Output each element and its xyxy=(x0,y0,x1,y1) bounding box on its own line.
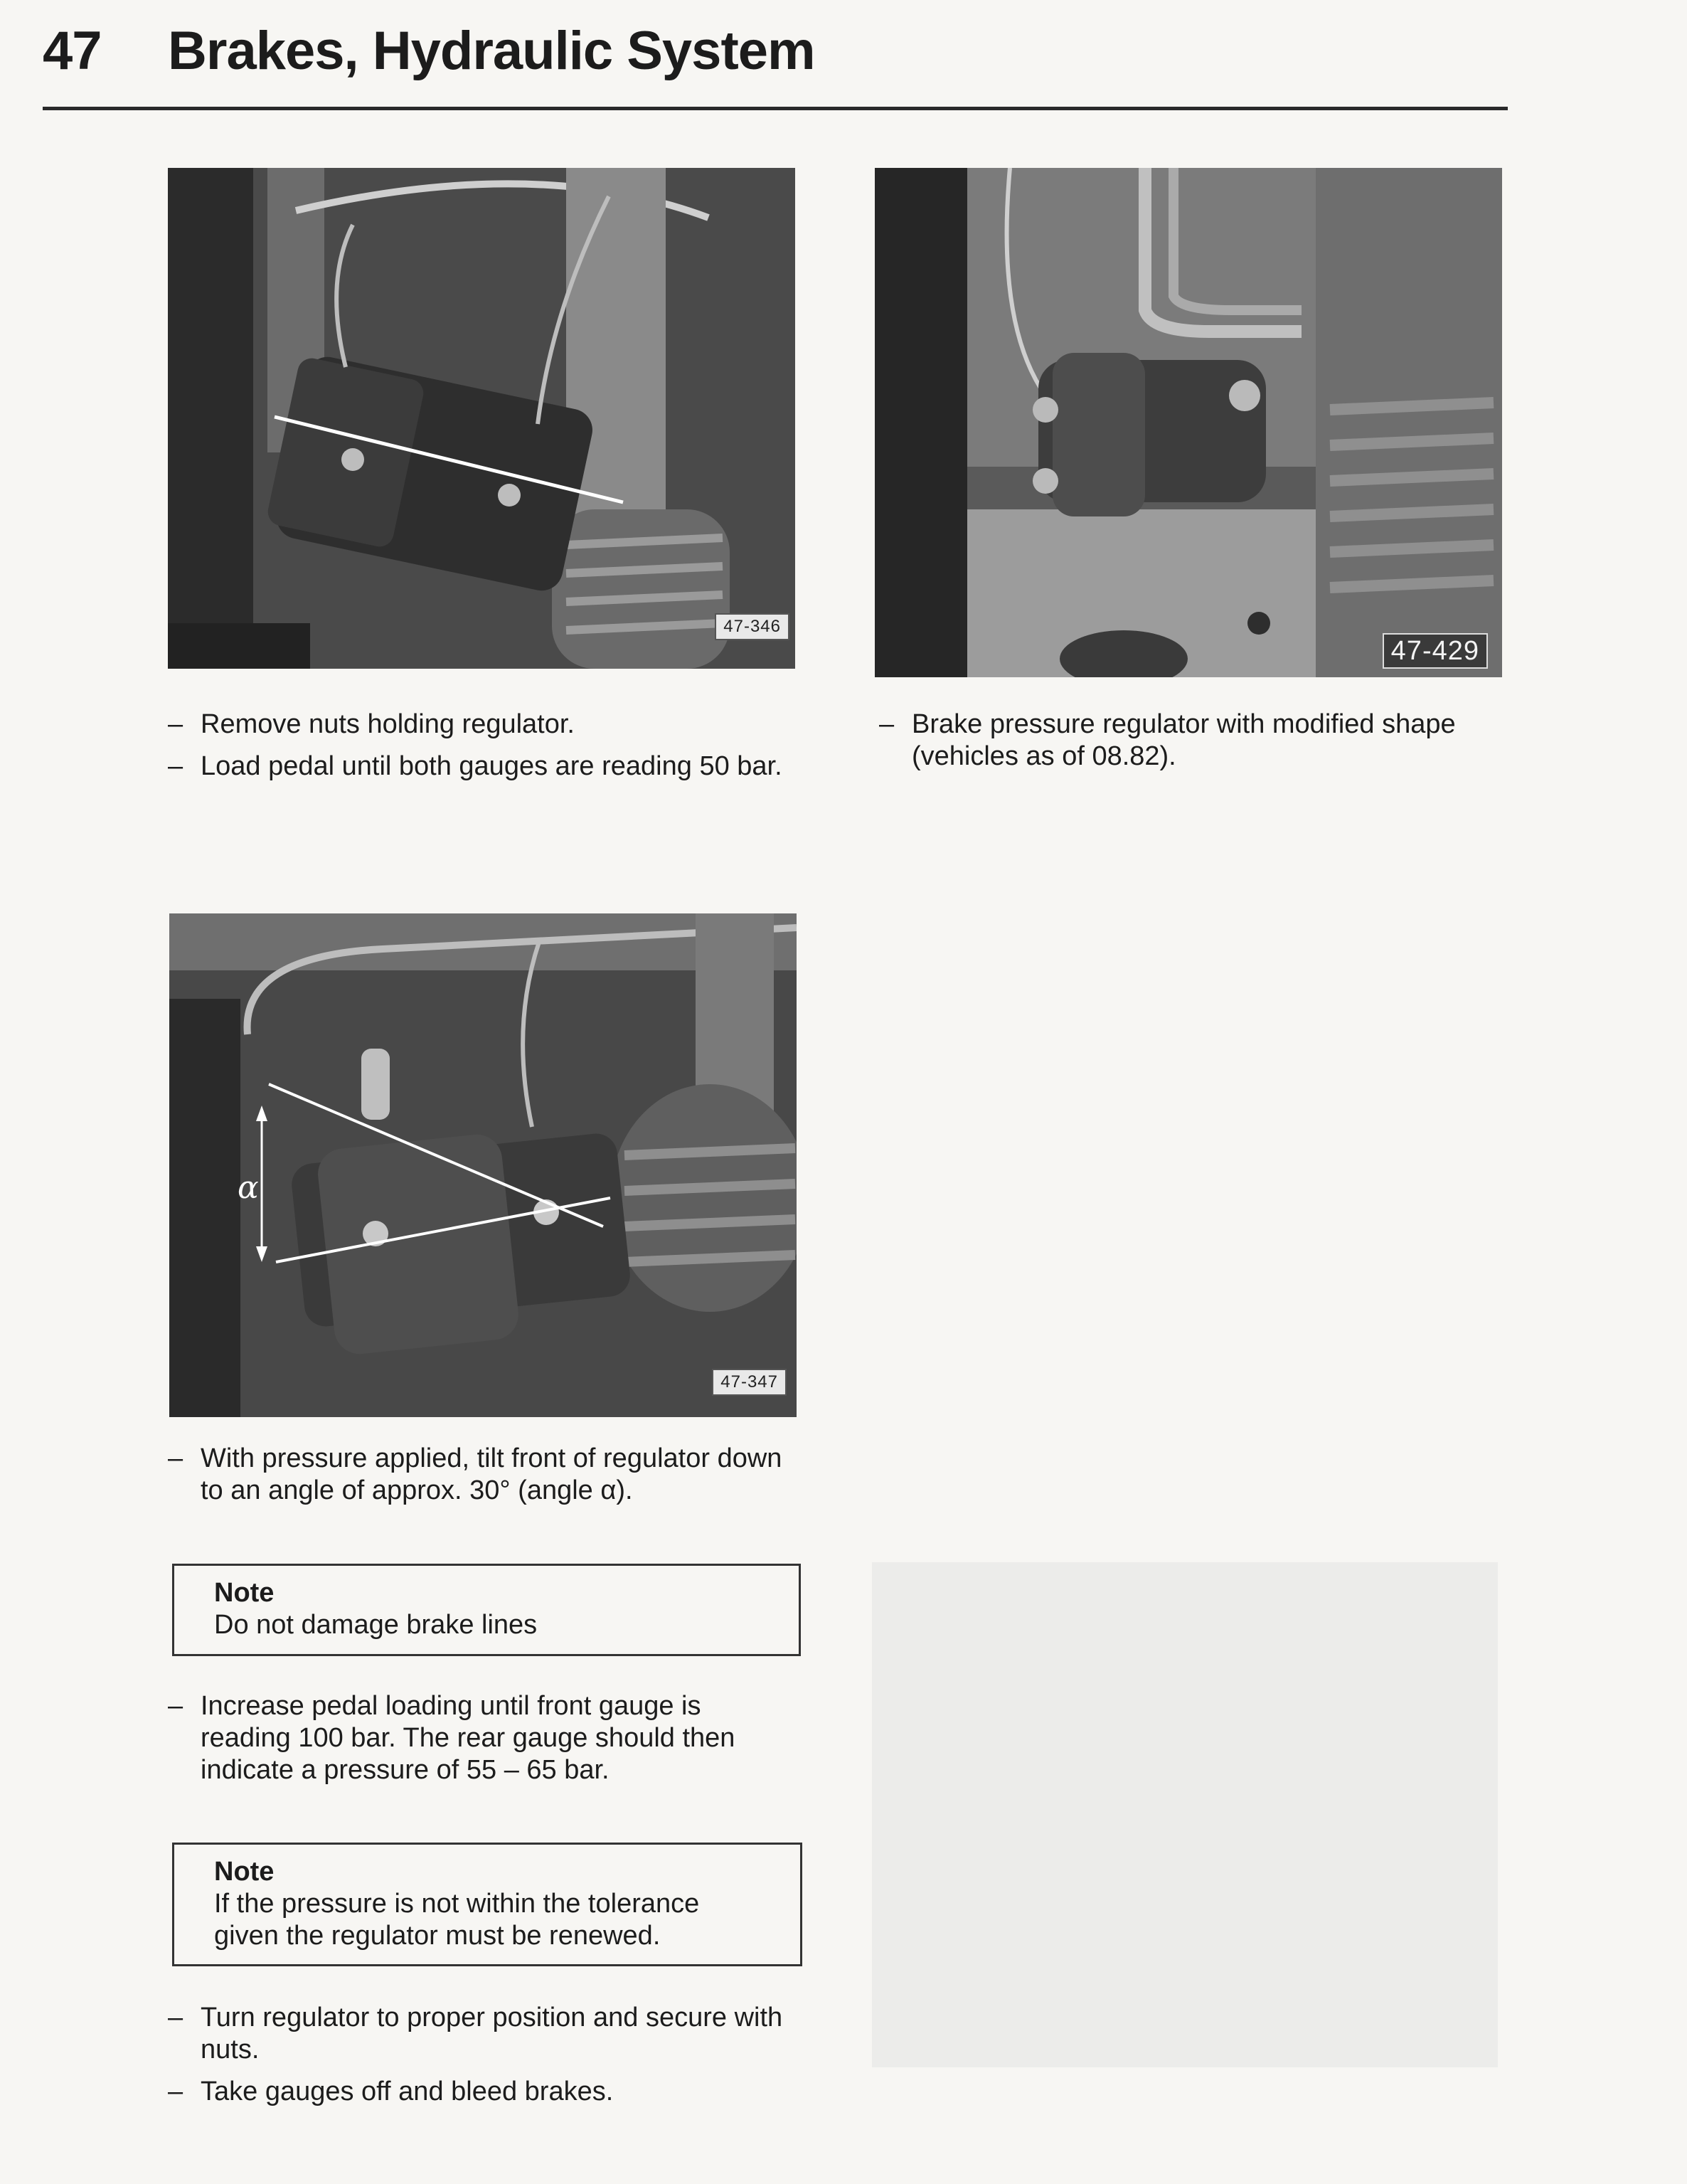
step-text: Load pedal until both gauges are reading 50 bar. xyxy=(201,751,782,781)
note-box-2 xyxy=(172,1843,802,1966)
list-item xyxy=(168,1443,794,1507)
bullet-dash: – xyxy=(168,1691,183,1721)
list-item xyxy=(168,1690,794,1786)
photo-47-429 xyxy=(875,168,1502,677)
list-item xyxy=(168,2002,794,2066)
bullet-dash: – xyxy=(168,1443,183,1473)
step-list-d xyxy=(168,1690,794,1796)
step-text: Brake pressure regulator with modified shape (vehicles as of 08.82). xyxy=(912,709,1456,771)
bullet-dash: – xyxy=(168,709,183,739)
bullet-dash: – xyxy=(168,2077,183,2106)
figure-label-47-346: 47-346 xyxy=(715,613,789,640)
header-rule xyxy=(43,107,1508,110)
step-list-b xyxy=(879,709,1505,783)
list-item xyxy=(168,2076,794,2108)
step-text: Remove nuts holding regulator. xyxy=(201,709,575,739)
list-item xyxy=(168,751,808,783)
note-title: Note xyxy=(214,1857,275,1887)
photo-47-346 xyxy=(168,168,795,669)
chapter-number: 47 xyxy=(43,21,102,81)
step-text: Turn regulator to proper position and secure with nuts. xyxy=(201,2003,783,2064)
step-text: With pressure applied, tilt front of regulator down to an angle of approx. 30° (angle α). xyxy=(201,1443,782,1505)
step-list-c xyxy=(168,1443,794,1517)
note-box-1 xyxy=(172,1564,801,1656)
step-list-a xyxy=(168,709,808,793)
note-title: Note xyxy=(214,1578,275,1608)
angle-alpha-marker: α xyxy=(238,1170,259,1206)
bullet-dash: – xyxy=(168,2003,183,2032)
list-item xyxy=(879,709,1505,773)
photo-47-347 xyxy=(169,913,797,1417)
bullet-dash: – xyxy=(879,709,895,739)
figure-label-47-347: 47-347 xyxy=(712,1369,787,1396)
step-text: Take gauges off and bleed brakes. xyxy=(201,2077,614,2106)
step-text: Increase pedal loading until front gauge is reading 100 bar. The rear gauge should then indicate a pressure of 55 – 65 bar. xyxy=(201,1691,735,1785)
list-item xyxy=(168,709,808,741)
note-text: If the pressure is not within the tolerance given the regulator must be renewed. xyxy=(214,1889,700,1951)
page-title: Brakes, Hydraulic System xyxy=(168,21,815,81)
step-list-e xyxy=(168,2002,794,2118)
bleed-through-area xyxy=(872,1562,1498,2067)
note-text: Do not damage brake lines xyxy=(214,1610,538,1640)
figure-label-47-429: 47-429 xyxy=(1383,633,1488,669)
bullet-dash: – xyxy=(168,751,183,781)
